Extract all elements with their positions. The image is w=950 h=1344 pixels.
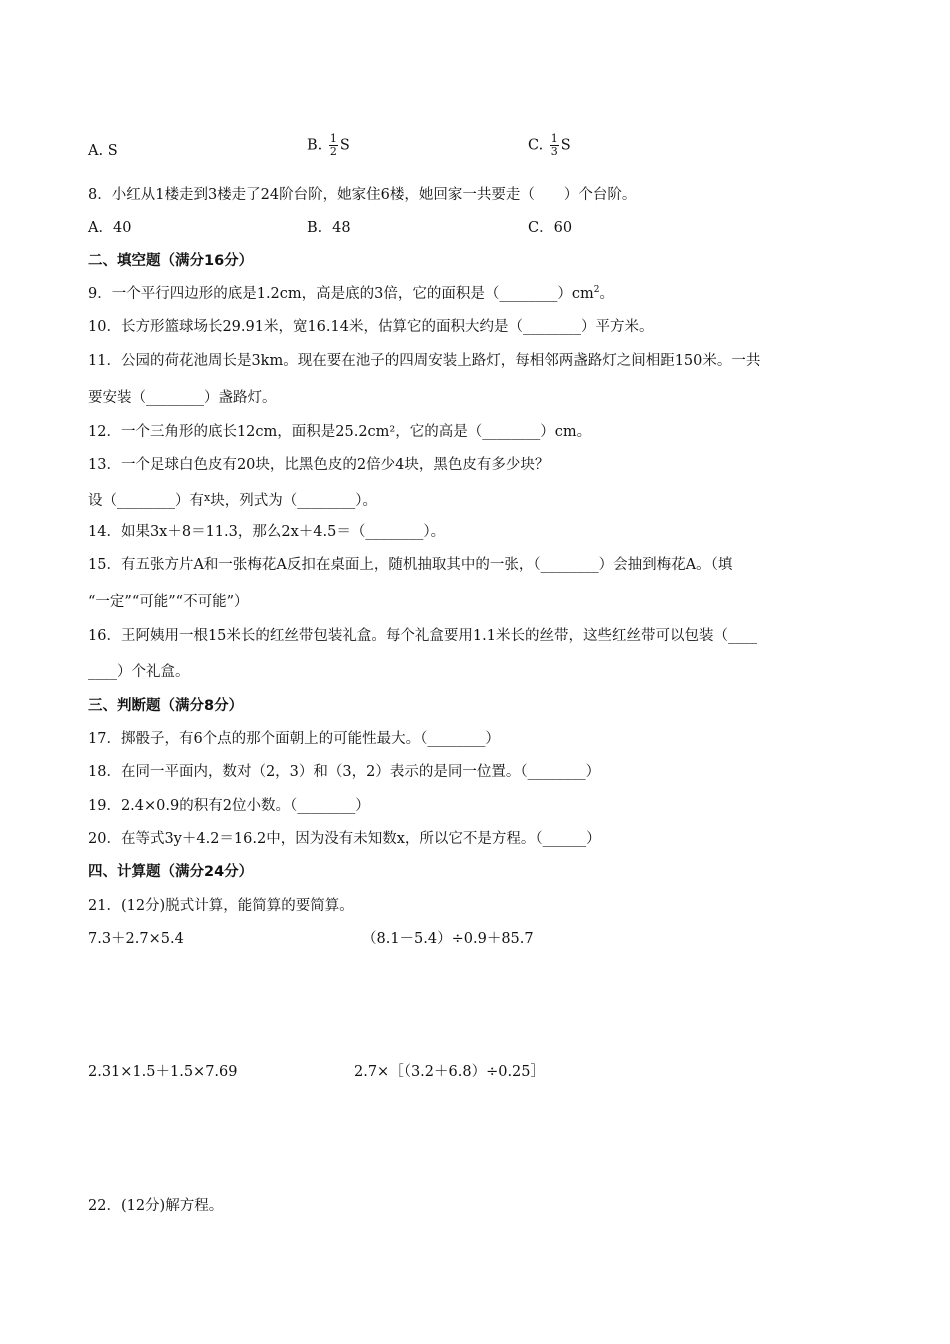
fraction-denominator: 2 [329,145,337,158]
question-22: 22．(12分)解方程。 [88,1198,224,1214]
question-text: 。 [599,286,614,302]
question-16-line1: 16．王阿姨用一根15米长的红丝带包装礼盒。每个礼盒要用1.1米长的丝带，这些红丝带可以包装（____ [88,628,757,644]
question-13-line2 [88,488,377,511]
question-18: 18．在同一平面内，数对（2，3）和（3，2）表示的是同一位置。（________） [88,764,601,780]
question-text: 块，列式为（________）。 [210,493,377,509]
question-19: 19．2.4×0.9的积有2位小数。（________） [88,798,370,814]
q8-option-a: A．40 [88,220,132,236]
section-heading-true-false: 三、判断题（满分8分） [88,698,244,714]
option-text: S [107,143,118,159]
question-20: 20．在等式3y＋4.2＝16.2中，因为没有未知数x，所以它不是方程。（______） [88,831,601,847]
expression-3: 2.31×1.5＋1.5×7.69 [88,1064,238,1080]
question-21-title: 21．(12分)脱式计算，能简算的要简算。 [88,898,354,914]
section-heading-calculation: 四、计算题（满分24分） [88,864,254,880]
fraction-denominator: 3 [550,145,558,158]
question-17: 17．掷骰子，有6个点的那个面朝上的可能性最大。（________） [88,731,500,747]
question-12: 12．一个三角形的底长12cm，面积是25.2cm²，它的高是（________）cm。 [88,424,592,440]
question-14: 14．如果3x＋8＝11.3，那么2x＋4.5＝（________）。 [88,524,446,540]
section-heading-fill-in: 二、填空题（满分16分） [88,253,254,269]
expression-1: 7.3＋2.7×5.4 [88,931,184,947]
fraction-one-half [329,133,338,158]
option-label: C. [528,137,544,154]
question-10: 10．长方形篮球场长29.91米，宽16.14米，估算它的面积大约是（________）平方米。 [88,319,654,335]
question-15-line1: 15．有五张方片A和一张梅花A反扣在桌面上，随机抽取其中的一张，（________）会抽到梅花A。（填 [88,557,733,573]
question-text: 设（________）有 [88,493,204,509]
fraction-numerator: 1 [329,132,337,145]
q7-option-b [307,133,350,158]
q7-option-c [528,133,571,158]
superscript: 2 [593,285,600,295]
question-text: 9．一个平行四边形的底是1.2cm，高是底的3倍，它的面积是（________）cm [88,286,594,302]
question-13-line1: 13．一个足球白色皮有20块，比黑色皮的2倍少4块，黑色皮有多少块？ [88,457,550,473]
expression-2: （8.1－5.4）÷0.9＋85.7 [362,931,534,947]
question-8: 8．小红从1楼走到3楼走了24阶台阶，她家住6楼，她回家一共要走（ ）个台阶。 [88,187,637,203]
fraction-numerator: 1 [550,132,558,145]
option-text: S [339,137,350,154]
q8-option-c: C．60 [528,220,573,236]
expression-4: 2.7×［（3.2＋6.8）÷0.25］ [354,1064,546,1080]
variable-x: x [204,491,211,504]
option-text: S [560,137,571,154]
option-label: B. [307,137,323,154]
question-11-line1: 11．公园的荷花池周长是3km。现在要在池子的四周安装上路灯，每相邻两盏路灯之间相距150米。一共 [88,353,761,369]
option-label: A. [88,143,104,159]
question-11-line2: 要安装（________）盏路灯。 [88,390,277,406]
q7-option-a [88,141,118,161]
q8-option-b: B．48 [307,220,351,236]
fraction-one-third [550,133,559,158]
question-15-line2: “一定”“可能”“不可能”） [88,594,249,610]
question-9 [88,284,614,304]
question-16-line2: ____）个礼盒。 [88,664,190,680]
